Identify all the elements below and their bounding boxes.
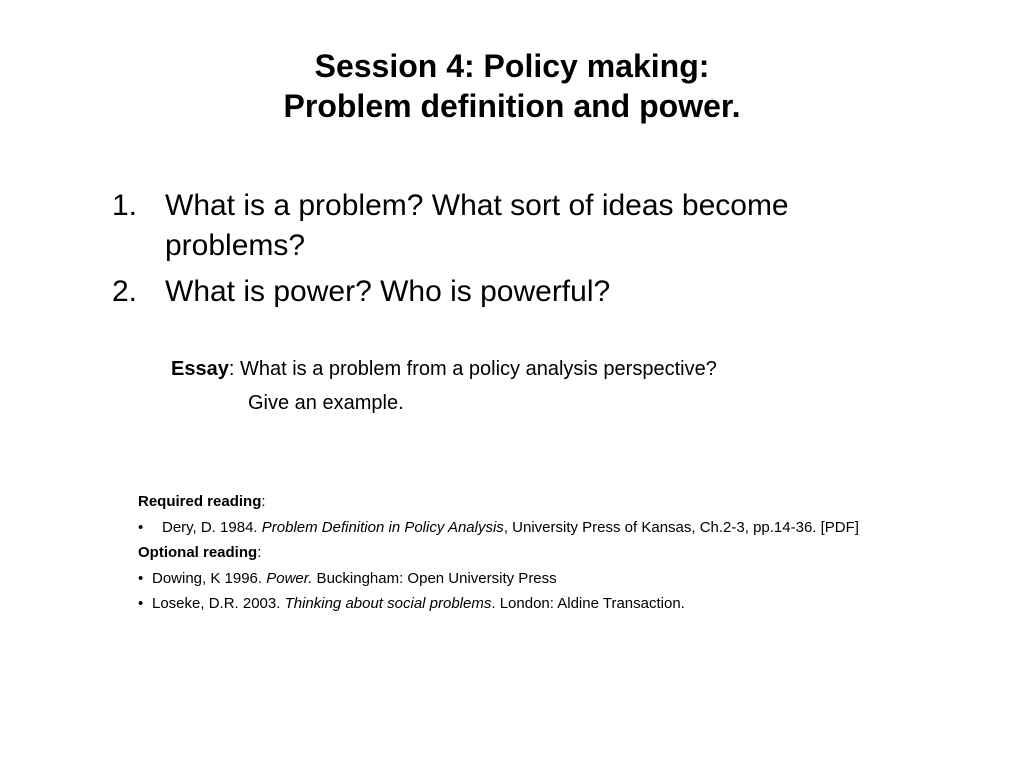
bullet-icon: •: [138, 569, 144, 587]
question-number: 2.: [112, 275, 138, 308]
reading-title: Power.: [266, 569, 313, 587]
reading-list: [138, 489, 998, 617]
slide-title: [0, 46, 1024, 126]
essay-label: Essay: [171, 358, 229, 380]
title-line-2: Problem definition and power.: [283, 88, 741, 124]
reading-title: Thinking about social problems: [284, 595, 492, 612]
reading-citation-suffix: Buckingham: Open University Press: [312, 569, 557, 587]
reading-citation-suffix: . London: Aldine Transaction.: [491, 595, 685, 612]
reading-item: [138, 591, 998, 617]
question-number: 1.: [112, 189, 138, 222]
reading-citation-prefix: Loseke, D.R. 2003.: [152, 595, 285, 612]
essay-line-1: [171, 352, 971, 386]
question-list: [110, 186, 910, 318]
reading-item: [138, 566, 998, 592]
reading-item: [138, 515, 998, 541]
question-text-line-2: problems?: [165, 229, 306, 262]
title-line-1: Session 4: Policy making:: [314, 48, 710, 84]
essay-question: : What is a problem from a policy analysis perspective?: [228, 358, 717, 380]
essay-prompt: [171, 352, 971, 420]
question-item: [110, 186, 910, 266]
optional-reading-colon: :: [257, 544, 262, 561]
bullet-icon: •: [138, 518, 144, 536]
required-reading-colon: :: [261, 493, 266, 510]
reading-citation-prefix: Dowing, K 1996.: [152, 569, 267, 587]
reading-title: Problem Definition in Policy Analysis: [261, 518, 504, 536]
essay-line-2: Give an example.: [248, 392, 404, 414]
question-text-line-1: What is power? Who is powerful?: [165, 275, 611, 308]
required-reading-label: Required reading: [138, 493, 262, 510]
bullet-icon: •: [138, 595, 144, 612]
required-reading-heading: [138, 489, 998, 515]
question-text-line-1: What is a problem? What sort of ideas become: [165, 189, 789, 222]
reading-citation-suffix: , University Press of Kansas, Ch.2-3, pp.14-36. [PDF]: [503, 518, 859, 536]
optional-reading-label: Optional reading: [138, 544, 258, 561]
optional-reading-heading: [138, 540, 998, 566]
question-item: [110, 272, 910, 312]
reading-citation-prefix: Dery, D. 1984.: [162, 518, 262, 536]
